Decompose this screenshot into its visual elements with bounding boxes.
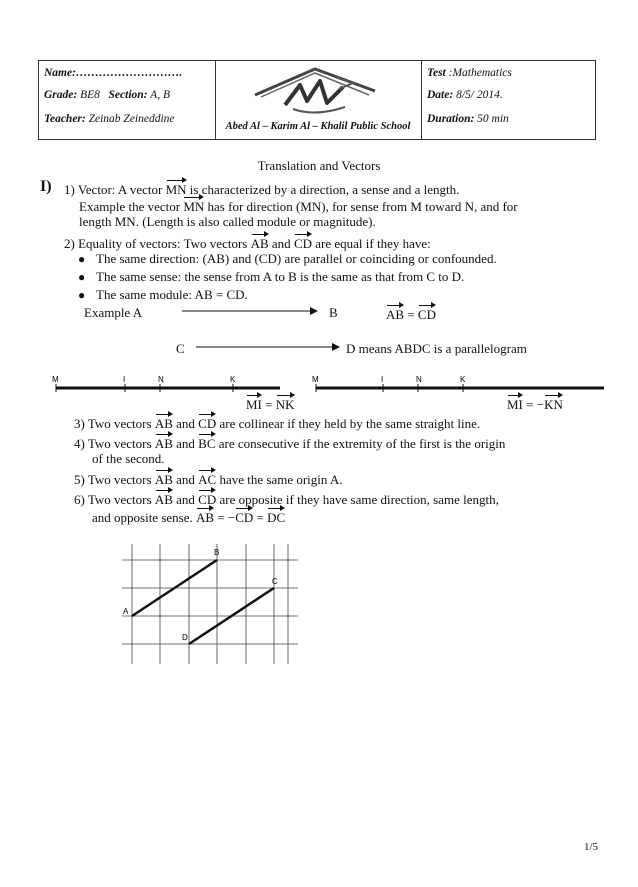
bullet-module: The same module: AB = CD. <box>96 287 248 302</box>
vector-dc: DC <box>267 510 286 525</box>
point-n-label: N <box>158 375 164 384</box>
point-k-label: K <box>230 375 236 384</box>
vector-cd: CD <box>198 492 217 507</box>
vector-equality-ab-cd: AB = CD <box>386 307 436 322</box>
equation-mi-nk: MI = NK <box>246 397 295 412</box>
point-m-label: M <box>52 375 59 384</box>
section-number: I) <box>40 178 52 195</box>
collinear-definition: 3) Two vectors AB and CD are collinear if they held by the same straight line. <box>74 416 481 431</box>
opposite-equation: and opposite sense. AB = −CD = DC <box>92 510 286 525</box>
bullet-icon: ● <box>78 252 86 266</box>
point-b-label: B <box>329 305 338 320</box>
example-line-2: length MN. (Length is also called module or magnitude). <box>79 214 376 229</box>
vector-cd: CD <box>235 510 254 525</box>
point-i-label: I <box>123 375 126 384</box>
point-c-label: C <box>272 577 278 586</box>
page-number: 1/5 <box>583 841 598 853</box>
vector-ac: AC <box>198 472 217 487</box>
arrow-ab <box>180 304 320 318</box>
header-logo-cell <box>215 61 422 139</box>
vector-ab: AB <box>154 416 173 431</box>
vector-ab: AB <box>386 307 405 322</box>
vector-ab: AB <box>154 492 173 507</box>
bullet-direction: The same direction: (AB) and (CD) are parallel or coinciding or confounded. <box>96 251 497 266</box>
header-table <box>38 60 596 140</box>
vector-cd: CD <box>417 307 436 322</box>
vector-cd: CD <box>293 236 312 251</box>
parallelogram-note: D means ABDC is a parallelogram <box>346 341 527 356</box>
vector-ab: AB <box>154 436 173 451</box>
same-origin-definition: 5) Two vectors AB and AC have the same origin A. <box>74 472 343 487</box>
point-k-label: K <box>460 375 466 384</box>
vector-ab: AB <box>195 510 215 525</box>
vector-bc: BC <box>198 436 216 451</box>
bullet-icon: ● <box>78 288 86 302</box>
point-d-label: D <box>182 633 188 642</box>
school-logo <box>215 61 421 121</box>
point-i-label: I <box>381 375 384 384</box>
vector-kn: KN <box>544 397 563 412</box>
name-field: Name:………………………. <box>44 67 183 79</box>
vector-mn: MN <box>165 182 187 197</box>
doc-title: Translation and Vectors <box>257 158 381 173</box>
arrow-cd <box>194 340 342 354</box>
vector-ab: AB <box>154 472 173 487</box>
date-line: Date: 8/5/ 2014. <box>427 89 503 101</box>
vector-ab: AB <box>250 236 269 251</box>
grid-figure <box>118 536 308 668</box>
consecutive-definition: 4) Two vectors AB and BC are consecutive if the extremity of the first is the origin <box>74 436 506 451</box>
vector-definition: 1) Vector: A vector MN is characterized by a direction, a sense and a length. <box>64 182 460 197</box>
point-m-label: M <box>312 375 319 384</box>
vector-cd: CD <box>198 416 217 431</box>
consecutive-definition-cont: of the second. <box>92 451 165 466</box>
equality-heading: 2) Equality of vectors: Two vectors AB and CD are equal if they have: <box>64 236 431 251</box>
school-name: Abed Al – Karim Al – Khalil Public School <box>225 121 411 132</box>
test-line: Test :Mathematics <box>427 67 512 79</box>
point-b-label: B <box>214 548 220 557</box>
point-n-label: N <box>416 375 422 384</box>
duration-line: Duration: 50 min <box>427 113 509 125</box>
equation-mi-kn: MI = −KN <box>507 397 563 412</box>
example-label: Example A <box>84 305 143 320</box>
example-line-1: Example the vector MN has for direction (MN), for sense from M toward N, and for <box>79 199 518 214</box>
header-left-cell <box>39 61 216 139</box>
bullet-sense: The same sense: the sense from A to B is the same as that from C to D. <box>96 269 465 284</box>
vector-mn: MN <box>183 199 205 214</box>
point-a-label: A <box>123 607 129 616</box>
grade-section-line: Grade: BE8 Section: A, B <box>44 89 170 101</box>
vector-nk: NK <box>275 397 295 412</box>
point-c-label: C <box>176 341 185 356</box>
teacher-line: Teacher: Zeinab Zeineddine <box>44 113 175 125</box>
vector-mi: MI <box>507 397 523 412</box>
bullet-icon: ● <box>78 270 86 284</box>
vector-mi: MI <box>246 397 262 412</box>
opposite-definition: 6) Two vectors AB and CD are opposite if they have same direction, same length, <box>74 492 499 507</box>
header-right-cell <box>422 61 596 139</box>
